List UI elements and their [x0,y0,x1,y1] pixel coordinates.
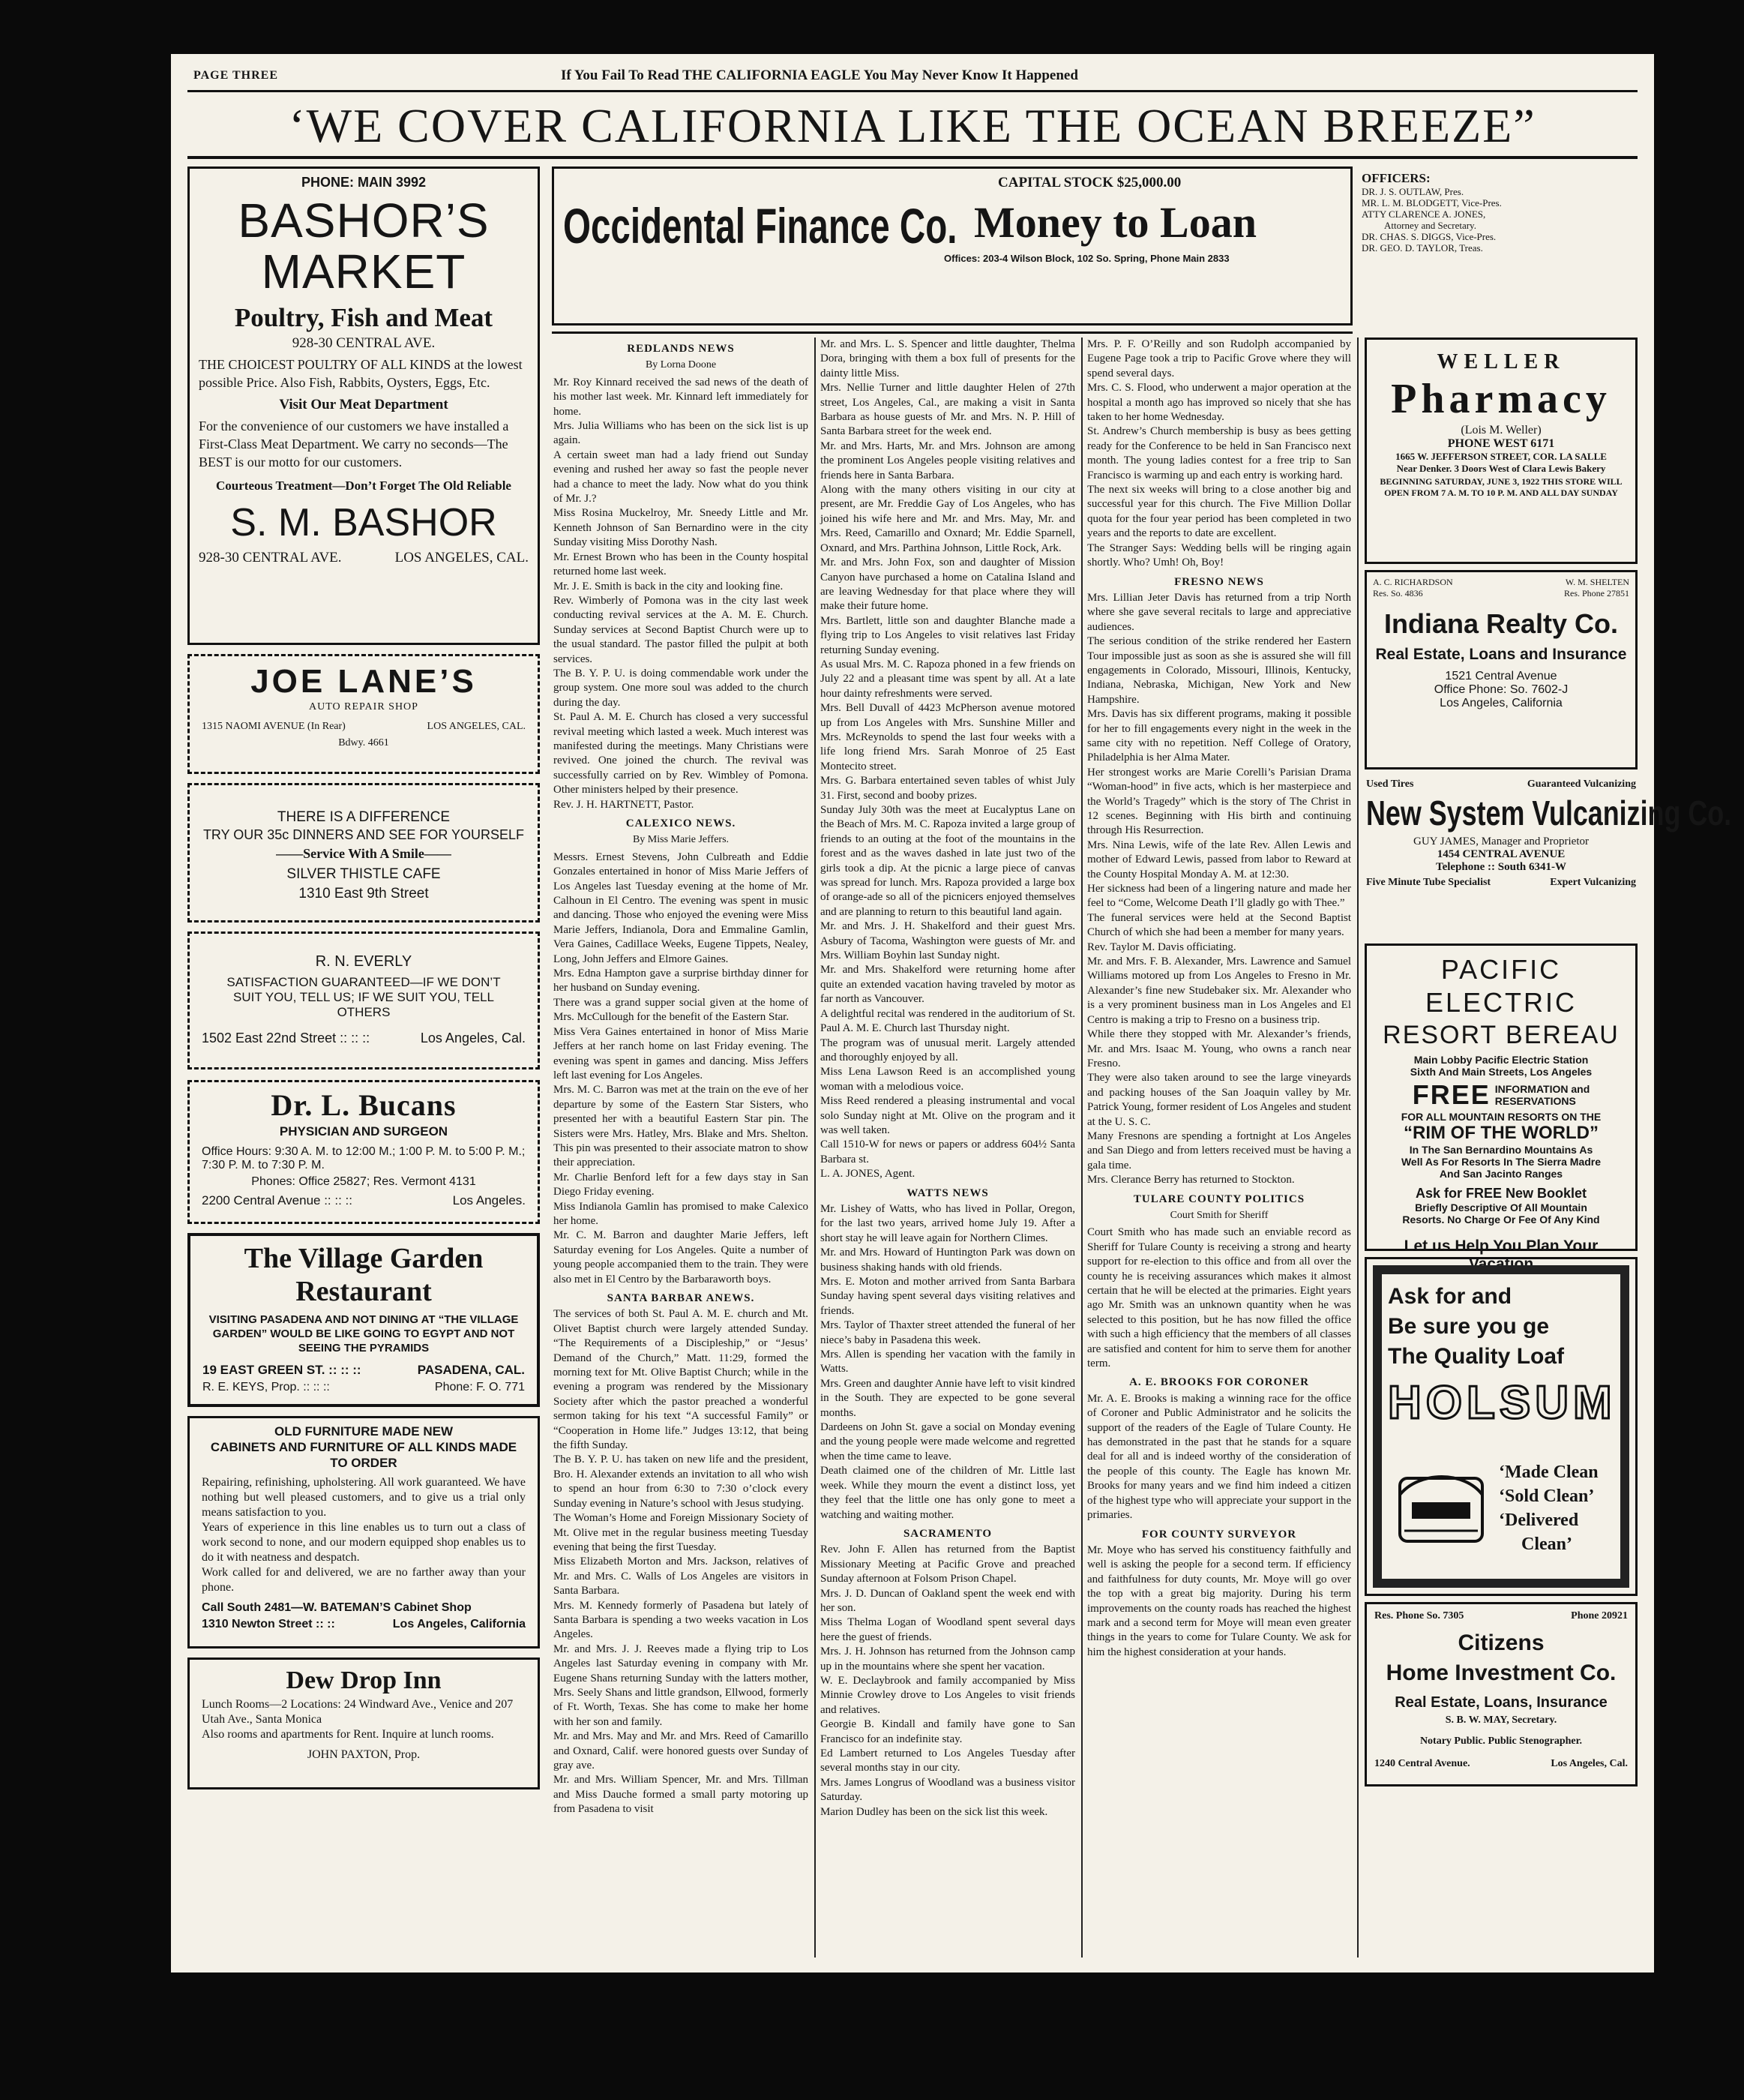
indiana-address: 1521 Central Avenue [1445,670,1557,682]
citizens-secretary: S. B. W. MAY, Secretary. [1445,1714,1557,1726]
occidental-capital: CAPITAL STOCK $25,000.00 [998,175,1182,190]
news-body: Mr. Lishey of Watts, who has lived in Pollar, Oregon, for the last two years, arrived home July 19. After a short stay he will leave again for Northern Climes. Mr. and Mrs. Howard of Huntington Park was down on business shaking hands with old friends. Mrs. E. Moton and mother arrived from Santa Barbara Sunday having spent several days visiting relatives and friends. Mrs. Taylor of Thaxter street attended the funeral of her niece’s baby in Pasadena this week. Mrs. Allen is spending her vacation with the family in Watts. Mrs. Green and daughter Annie have left to visit kindred in the South. They are expected to be gone several months. Dardeens on John St. gave a social on Monday evening and the young people were made welcome and regretted when the time came to leave. Death claimed one of the children of Mr. Little last week. While they mourn the event a distinct loss, yet they feel that the little one has only gone to meet a watching and waiting mother. [820,1202,1075,1521]
pacific-l6: And San Jacinto Ranges [1439,1168,1563,1180]
pacific-ask: Ask for FREE New Booklet [1415,1186,1587,1201]
furniture-body: Repairing, refinishing, upholstering. All work guaranteed. We have nothing but well pleased customers, and to give us a trial only means satisfaction to you. Years of experience in this line enables us to turn out a class of work second to none, and our modern equipped shop enables us to do it with neatness and despatch. Work called for and delivered, we are no farther away than your phone. [202,1476,526,1594]
vulcanizing-ad [1365,776,1732,936]
news-byline: By Lorna Doone [645,359,717,371]
silver-line2: TRY OUR 35c DINNERS AND SEE FOR YOURSELF [202,827,525,842]
news-byline: Court Smith for Sheriff [1170,1209,1269,1221]
pacific-h1: PACIFIC ELECTRIC [1425,954,1578,1018]
everly-line: SATISFACTION GUARANTEED—IF WE DON’T SUIT YOU, TELL US; IF WE SUIT YOU, TELL OTHERS [226,975,501,1019]
holsum-clean2: ‘Sold Clean’ [1499,1486,1595,1506]
indiana-left2: Res. So. 4836 [1373,588,1423,598]
bashor-convenience: For the convenience of our customers we have installed a First-Class Meat Department. We carry no seconds—The BEST is our motto for our customers. [199,418,509,470]
citizens-city: Los Angeles, Cal. [1551,1758,1628,1769]
weller-phone: PHONE WEST 6171 [1447,437,1555,450]
furniture-address: 1310 Newton Street :: :: [202,1618,335,1630]
pacific-info2: RESERVATIONS [1494,1095,1576,1107]
citizens-notary: Notary Public. Public Stenographer. [1419,1736,1583,1747]
everly-ad [187,932,540,1070]
everly-name: R. N. EVERLY [315,953,412,970]
furniture-city: Los Angeles, California [392,1618,526,1630]
holsum-clean4: Clean’ [1521,1534,1572,1554]
news-item [1087,1376,1351,1522]
news-item [820,1186,1075,1522]
vulcan-bottom-left: Five Minute Tube Specialist [1366,877,1491,888]
officers-heading: OFFICERS: [1362,171,1431,185]
vulcan-manager: GUY JAMES, Manager and Proprietor [1413,836,1589,848]
officer-2: MR. L. M. BLODGETT, Vice-Pres. [1362,197,1502,208]
pacific-l4: In The San Bernardino Mountains As [1409,1144,1593,1156]
head-rule [187,90,1638,92]
citizens-line: Real Estate, Loans, Insurance [1395,1694,1608,1711]
vulcan-bottom-right: Expert Vulcanizing [1550,877,1636,888]
indiana-realty-ad [1365,570,1638,770]
furniture-ad [187,1416,540,1648]
indiana-city: Los Angeles, California [1440,697,1563,710]
pacific-info1: INFORMATION and [1494,1083,1590,1095]
bread-loaf-icon [1389,1456,1494,1553]
silver-line5: 1310 East 9th Street [298,886,429,902]
officer-4: DR. CHAS. S. DIGGS, Vice-Pres. [1362,231,1497,242]
news-heading: TULARE COUNTY POLITICS [1133,1192,1305,1205]
pacific-help: Let us Help You Plan Your Vacation [1404,1238,1599,1273]
bucans-city: Los Angeles. [452,1193,526,1208]
vulcan-name: New System Vulcanizing Co. [1366,794,1732,832]
indiana-line: Real Estate, Loans and Insurance [1375,646,1627,663]
dewdrop-line2: Also rooms and apartments for Rent. Inquire at lunch rooms. [202,1728,494,1741]
joelane-name: JOE LANE’S [250,663,477,700]
holsum-l1: Ask for and [1388,1284,1512,1309]
bashor-foot-address: 928-30 CENTRAL AVE. [199,550,342,566]
column-rule [814,338,816,1958]
village-name2: Restaurant [295,1276,432,1307]
bashor-goods: Poultry, Fish and Meat [234,303,493,332]
joelane-city: LOS ANGELES, CAL. [427,721,526,732]
weller-name: WELLER [1437,350,1566,374]
vulcan-address: 1454 CENTRAL AVENUE [1437,848,1566,860]
banner-headline: ‘WE COVER CALIFORNIA LIKE THE OCEAN BREEZE” [289,99,1536,152]
joelane-phone: Bdwy. 4661 [338,737,389,748]
news-item [553,342,808,812]
dewdrop-line1: Lunch Rooms—2 Locations: 24 Windward Ave., Venice and 207 Utah Ave., Santa Monica [202,1698,514,1726]
pacific-l5: Well As For Resorts In The Sierra Madre [1401,1156,1602,1168]
occidental-finance-ad [552,166,1353,326]
everly-address: 1502 East 22nd Street :: :: :: [202,1030,370,1046]
village-garden-ad [187,1233,540,1407]
news-item [553,817,808,1287]
column-rule [1357,338,1359,1958]
news-body: Mr. A. E. Brooks is making a winning race for the office of Coroner and Public Administrator and he solicits the support of the readers of the Eagle of Tulare County. He has demonstrated in the past that he stands for a square deal for all and is indeed worthy of the consideration of the people of this county. The Eagle has known Mr. Brooks for many years and we find him indeed a citizen of the highest type who will appreciate your support in the primaries. [1087,1392,1351,1522]
silver-line1: THERE IS A DIFFERENCE [277,809,451,825]
citizens-address: 1240 Central Avenue. [1374,1758,1470,1769]
joe-lanes-ad [187,654,540,774]
joelane-address: 1315 NAOMI AVENUE (In Rear) [202,721,346,732]
news-column-2 [820,338,1075,1958]
everly-city: Los Angeles, Cal. [420,1030,526,1046]
news-body: Mr. Moye who has served his constituency faithfully and well is asking the people for a second term. If efficiency and faithfulness for duty counts, Mr. Moye will go over the top with a great big majority. During his term improvements on the county roads has reached the highest mark and a second term for Moye will mean even greater things in the years to come for Tulare County. We ask for him the highest consideration at your hands. [1087,1544,1351,1658]
bucans-phones: Phones: Office 25827; Res. Vermont 4131 [251,1175,476,1188]
bucans-title: PHYSICIAN AND SURGEON [279,1124,448,1138]
news-heading: WATTS NEWS [906,1186,989,1199]
officer-5: DR. GEO. D. TAYLOR, Treas. [1362,242,1483,254]
officer-3: ATTY CLARENCE A. JONES, [1362,208,1486,220]
holsum-l3: The Quality Loaf [1388,1344,1565,1369]
bashor-phone: PHONE: MAIN 3992 [301,175,427,190]
occidental-officers [1359,166,1638,326]
indiana-phone: Office Phone: So. 7602-J [1434,683,1569,696]
citizens-name1: Citizens [1458,1630,1545,1655]
occidental-offices: Offices: 203-4 Wilson Block, 102 So. Spring, Phone Main 2833 [944,253,1230,264]
village-name1: The Village Garden [244,1243,484,1274]
holsum-brand: HOLSUM [1388,1377,1617,1429]
vulcan-telephone: Telephone :: South 6341-W [1435,861,1567,873]
holsum-l2: Be sure you ge [1388,1314,1550,1339]
dew-drop-inn-ad [187,1658,540,1790]
bashor-courteous: Courteous Treatment—Don’t Forget The Old Reliable [216,478,511,493]
indiana-left1: A. C. RICHARDSON [1373,577,1453,587]
newspaper-page [171,54,1732,1972]
officer-3-role: Attorney and Secretary. [1384,220,1476,231]
news-body: Mr. and Mrs. L. S. Spencer and little daughter, Thelma Dora, bringing with them a box full of presents for the dainty little Miss. Mrs. Nellie Turner and little daughter Helen of 27th street, Los Angeles, Cal., are making a visit in Santa Barbara as house guests of Mr. and Mrs. N. P. Hill of Santa Barbara street for the week end. Mr. and Mrs. Harts, Mr. and Mrs. Johnson are among the prominent Los Angeles people visiting relatives and friends here in Santa Barbara. Along with the many others visiting in our city at present, are Mr. Freddie Gay of Los Angeles, who has joined his wife here and Mr. and Mrs. May, Mr. and Mrs. Reed, Camarillo and Oxnard; Mr. Eddie Sparnell, Oxnard, and Mrs. Parthina Johnson, Little Rock, Ark. Mr. and Mrs. John Fox, son and daughter of Mission Canyon have purchased a home on Catalina Island and are leaving Wednesday for that place where they will make their future home. Mrs. Bartlett, little son and daughter Blanche made a flying trip to Los Angeles to visit relatives last Friday returning Sunday evening. As usual Mrs. M. C. Rapoza phoned in a few friends on July 22 and a pleasant time was spent by all. At a late hour dainty refreshments were served. Mrs. Bell Duvall of 4423 McPherson avenue motored up from Los Angeles with Mrs. Sunshine Miller and Mrs. McReynolds to spend the last four weeks with a life long friend Mrs. Sarah Monroe of 25 East Montecito street. Mrs. G. Barbara entertained seven tables of whist July 31. First, second and booby prizes. Sunday July 30th was the meet at Eucalyptus Lane on the Beach of Mrs. M. C. Rapoza invited a large group of friends to an outing at the foot of the mountains in the forest and as the waves dashed in late just two of the girls took a dip. At the picnic a large piece of canvas was spread for lunch. Mrs. Rapoza provided a large box of orange-ade so all of the picnicers enjoyed themselves and are planning to return to this beautiful land again. Mr. and Mrs. J. H. Shakelford and their guest Mrs. Asbury of Tacoma, Washington were guests of Mr. and Mrs. William Boyhin last Sunday night. Mr. and Mrs. Shakelford were returning home after quite an extended vacation having traveled by motor as far north as Vancouver. A delightful recital was rendered in the auditorium of St. Paul A. M. E. Church last Thursday night. The program was of unusual merit. Largely attended and thoroughly enjoyed by all. Miss Lena Lawson Reed is an accomplished young woman with a melodious voice. Miss Reed rendered a pleasing instrumental and vocal solo Sunday night at Mt. Olive on the program and it was well taken. Call 1510-W for news or papers or address 604½ Santa Barbara st. L. A. JONES, Agent. [820,338,1075,1180]
pacific-rim: “RIM OF THE WORLD” [1404,1123,1599,1143]
holsum-bread-ad [1365,1257,1638,1596]
bucans-name: Dr. L. Bucans [271,1088,457,1122]
bashor-name: BASHOR’S [238,194,490,248]
village-phone: Phone: F. O. 771 [434,1381,525,1394]
bashor-visit: Visit Our Meat Department [279,397,448,412]
bashor-address-top: 928-30 CENTRAL AVE. [292,335,436,351]
news-body: The services of both St. Paul A. M. E. church and Mt. Olivet Baptist church were largely attended Sunday. “The Requirements of a Discipleship,” or “Jesus’ Demand of the Church,” Matt. 11:29, formed the morning text for Mt. Olive Baptist Church; while in the evening a program was rendered by the Missionary Society after which the pastor preached a wonderful sermon taking for his text “A successful Family” or “Cooperation in Home life.” Judges 13:12, that being the fifth Sunday. The B. Y. P. U. has taken on new life and the president, Bro. H. Alexander extends an invitation to all who wish to spend an hour from 6:30 to 7:30 o’clock every Sunday evening in Nature’s school with Jesus studying. The Woman’s Home and Foreign Missionary Society of Mt. Olive met in the regular business meeting Tuesday evening that being the first Tuesday. Miss Elizabeth Morton and Mrs. Jackson, relatives of Mr. and Mrs. C. Walls of Los Angeles are visitors in Santa Barbara. Mrs. M. Kennedy formerly of Pasadena but lately of Santa Barbara is spending a two weeks vacation in Los Angeles. Mr. and Mrs. J. J. Reeves made a flying trip to Los Angeles last Saturday evening in company with Mr. Eugene Shans returning Sunday with the latters mother, Mrs. Seely Shans and little grandson, Ellwood, formerly of Ft. Worth, Texas. She has come to make her home with her son and family. Mr. and Mrs. May and Mr. and Mrs. Reed of Camarillo and Oxnard, Calif. were honored guests over Sunday of gray ave. Mr. and Mrs. William Spencer, Mr. and Mrs. Tillman and Miss Dauche formed a small party motoring up from Pasadena to visit [553,1308,808,1816]
holsum-clean1: ‘Made Clean [1499,1462,1599,1482]
bashor-market-ad [187,166,540,645]
citizens-phone: Phone 20921 [1571,1610,1628,1622]
occidental-money: Money to Loan [974,198,1257,247]
dr-bucans-ad [187,1080,540,1224]
silver-thistle-cafe-ad [187,783,540,922]
bashor-foot-city: LOS ANGELES, CAL. [394,550,529,566]
vulcan-top-right: Guaranteed Vulcanizing [1527,778,1636,790]
indiana-name: Indiana Realty Co. [1383,608,1619,639]
citizens-res-phone: Res. Phone So. 7305 [1374,1610,1464,1622]
weller-address: 1665 W. JEFFERSON STREET, COR. LA SALLE [1395,451,1607,462]
weller-near: Near Denker. 3 Doors West of Clara Lewis Bakery [1396,463,1606,474]
vulcan-top-left: Used Tires [1366,778,1414,790]
news-body: Mrs. P. F. O’Reilly and son Rudolph accompanied by Eugene Page took a trip to Pacific Grove where they will spend several days. Mrs. C. S. Flood, who underwent a major operation at the hospital a month ago has improved so nicely that she has taken to her home Wednesday. St. Andrew’s Church membership is busy as bees getting ready for the Conference to be held in San Francisco next month. The young ladies contest for a free trip to San Francisco is warming up and each entry is working hard. The next six weeks will bring to a close another big and successful year for this church. The Five Million Dollar quota for the four year period has been completed in two years and the reports to date are excellent. The Stranger Says: Wedding bells will be ringing again shortly. Who? Umh! Oh, Boy! [1087,338,1351,569]
news-heading: FRESNO NEWS [1174,575,1264,588]
news-item [1087,338,1351,571]
weller-open2: OPEN FROM 7 A. M. TO 10 P. M. AND ALL DAY SUNDAY [1384,488,1618,498]
joelane-sub: AUTO REPAIR SHOP [309,701,418,712]
bucans-address: 2200 Central Avenue :: :: :: [202,1193,352,1208]
indiana-right1: W. M. SHELTEN [1565,577,1629,587]
pacific-free: FREE [1412,1079,1491,1110]
weller-open1: BEGINNING SATURDAY, JUNE 3, 1922 THIS STORE WILL [1380,476,1623,487]
news-body: Rev. John F. Allen has returned from the Baptist Missionary Meeting at Pacific Grove and preached Sunday afternoon at Folsom Prison Chapel. Mrs. J. D. Duncan of Oakland spent the week end with her son. Miss Thelma Logan of Woodland spent several days here the guest of friends. Mrs. J. H. Johnson has returned from the Johnson camp up in the mountains where she spent her vacation. W. E. Declaybrook and family accompanied by Miss Minnie Crowley drove to Los Angeles to visit friends and relatives. Georgie B. Kindall and family have gone to San Francisco for an indefinite stay. Ed Lambert returned to Los Angeles Tuesday after several months stay in our city. Mrs. James Longrus of Woodland was a business visitor Saturday. Marion Dudley has been on the sick list this week. [820,1544,1075,1818]
news-body: Mr. Roy Kinnard received the sad news of the death of his mother last week. Mr. Kinnard left immediately for home. Mrs. Julia Williams who has been on the sick list is up again. A certain sweet man had a lady friend out Sunday evening and rushed her away so fast the people never had a chance to meet the lady. Now what do you think of Mr. J.? Miss Rosina Muckelroy, Mr. Sneedy Little and Mr. Kenneth Johnson of San Bernardino were in the city Sunday visiting Miss Dorothy Nash. Mr. Ernest Brown who has been in the County hospital returned home last week. Mr. J. E. Smith is back in the city and looking fine. Rev. Wimberly of Pomona was in the city last week conducting revival services at the A. M. E. Church. Sunday services at Second Baptist Church were up to the usual standard. The pastor filled the pulpit at both services. The B. Y. P. U. is doing commendable work under the group system. One more soul was added to the church during the day. St. Paul A. M. E. Church has closed a very successful revival meeting which lasted a week. Much interest was manifested during the meetings. Many Christians were revived. One joined the church. The revival was successfully carried on by Rev. Wimbley of Pomona. Other ministers helped by their presence. Rev. J. H. HARTNETT, Pastor. [553,376,808,811]
silver-line4: SILVER THISTLE CAFE [286,866,441,882]
holsum-clean3: ‘Delivered [1499,1510,1579,1530]
running-head [193,64,1632,87]
officer-1: DR. J. S. OUTLAW, Pres. [1362,186,1464,197]
banner-rule [187,156,1638,159]
news-heading: A. E. BROOKS FOR CORONER [1129,1376,1309,1389]
news-item [820,338,1075,1182]
silver-line3: ——Service With A Smile—— [276,846,451,861]
news-item [820,1527,1075,1820]
pacific-l2: Sixth And Main Streets, Los Angeles [1410,1066,1593,1078]
news-heading: FOR COUNTY SURVEYOR [1141,1528,1297,1540]
bashor-owner: S. M. BASHOR [230,501,497,544]
news-item [1087,1192,1351,1372]
village-line: VISITING PASADENA AND NOT DINING AT “THE VILLAGE GARDEN” WOULD BE LIKE GOING TO EGYPT AND NOT SEEING THE PYRAMIDS [208,1313,519,1354]
news-column-1 [553,338,808,1958]
page-label: PAGE THREE [193,69,278,82]
furniture-h1: OLD FURNITURE MADE NEW [274,1424,453,1438]
bucans-hours: Office Hours: 9:30 A. M. to 12:00 M.; 1:00 P. M. to 5:00 P. M.; 7:30 P. M. to 7:30 P. M. [202,1145,526,1172]
column-rule [1081,338,1083,1958]
furniture-call: Call South 2481—W. BATEMAN’S Cabinet Shop [202,1601,472,1614]
pacific-l3: FOR ALL MOUNTAIN RESORTS ON THE [1401,1111,1602,1123]
village-city: PASADENA, CAL. [417,1363,525,1377]
tagline: If You Fail To Read THE CALIFORNIA EAGLE You May Never Know It Happened [561,68,1078,83]
weller-pharmacy: Pharmacy [1391,376,1611,422]
village-prop: R. E. KEYS, Prop. :: :: :: [202,1381,330,1394]
pacific-brief1: Briefly Descriptive Of All Mountain [1415,1202,1587,1214]
weller-owner: (Lois M. Weller) [1461,424,1542,436]
news-heading: REDLANDS NEWS [627,343,735,355]
news-body: Mrs. Lillian Jeter Davis has returned from a trip North where she gave several recitals to large and appreciative audiences. The serious condition of the strike rendered her Eastern Tour impossible just as soon as she is assured she will fill engagements in Colorado, Missouri, Illinois, Kentucky, Indiana, Nebraska, Michigan, New York and New Hampshire. Mrs. Davis has six different programs, making it possible for her to fill engagements every night in the week in the same city with no repetition. Neff College of Oratory, Philadelphia is her Alma Mater. Her strongest works are Marie Corelli’s Parisian Drama “Woman-hood” in five acts, which is her masterpiece and the World’s Tragedy” which is the story of The Christ in 12 scenes. Beginning with His birth and continuing through His Resurrection. Mrs. Nina Lewis, wife of the late Rev. Allen Lewis and mother of Edward Lewis, passed from labor to Reward at the County Hospital Monday A. M. at 12:30. Her sickness had been of a lingering nature and made her feel to “Come, Welcome Death I’ll gladly go with Thee.” The funeral services were held at the Second Baptist Church of which she had been a member for many years. Rev. Taylor M. Davis officiating. Mr. and Mrs. F. B. Alexander, Mrs. Lawrence and Samuel Williams motored up from Los Angeles to Fresno in Mr. Alexander’s fine new Studebaker six. Mr. Alexander who is a very prominent business man in Los Angeles and El Centro is making a trip to Fresno on a business trip. While there they stopped with Mr. Alexander’s friends, Mr. and Mrs. Isaac M. Young, who owns a ranch near Fresno. They were also taken around to see the large vineyards and packing houses of the San Joaquin valley by Mr. Patrick Young, former resident of Los Angeles and student at the U. S. C. Many Fresnons are spending a fortnight at Los Angeles and San Diego and from letters received must be having a gala time. Mrs. Clerance Berry has returned to Stockton. [1087,591,1351,1186]
citizens-home-investment-ad [1365,1602,1638,1786]
pacific-l1: Main Lobby Pacific Electric Station [1413,1054,1589,1066]
furniture-h2: CABINETS AND FURNITURE OF ALL KINDS MADE TO ORDER [210,1440,517,1470]
news-column-3 [1087,338,1351,1958]
bashor-market-word: MARKET [261,244,466,298]
news-item [1087,1528,1351,1660]
news-heading: SANTA BARBAR ANEWS. [607,1292,755,1304]
news-body: Court Smith who has made such an enviable record as Sheriff for Tulare County is receiving a strong and hearty support for re-election to this office and from all over the county he is receiving assurances which makes it almost certain that he will be elected at the primaries. Eight years ago Mr. Smith was an unknown quantity when he was selected to this position, but he has now filled the office with such a high efficiency that the members of all classes are satisfied and content for him to serve them for another term. [1087,1226,1351,1370]
citizens-name2: Home Investment Co. [1386,1660,1617,1685]
finance-rule [552,332,1353,334]
pacific-brief2: Resorts. No Charge Or Fee Of Any Kind [1402,1214,1600,1226]
news-item [1087,575,1351,1188]
weller-pharmacy-ad [1365,338,1638,564]
village-address: 19 EAST GREEN ST. :: :: :: [202,1363,361,1377]
dewdrop-prop: JOHN PAXTON, Prop. [307,1748,421,1761]
dewdrop-name: Dew Drop Inn [286,1666,442,1694]
news-heading: SACRAMENTO [903,1527,993,1540]
news-byline: By Miss Marie Jeffers. [632,834,730,846]
bashor-choicest: THE CHOICEST POULTRY OF ALL KINDS at the lowest possible Price. Also Fish, Rabbits, Oysters, Eggs, Etc. [199,357,523,390]
news-heading: CALEXICO NEWS. [625,818,736,830]
pacific-electric-ad [1365,944,1638,1273]
news-body: Messrs. Ernest Stevens, John Culbreath and Eddie Gonzales entertained in honor of Miss Marie Jeffers of Los Angeles last Tuesday evening at the home of Mr. Calhoun in El Centro. The evening was spent in music and dancing. Those who enjoyed the evening were Miss Marie Jeffers, Indianola, Dora and Emmaline Gamlin, Vera Gaines, Cadillace Weeks, Eugene Tippets, Nealey, Long, John Jeffers and Elmore Gaines. Mrs. Edna Hampton gave a surprise birthday dinner for her husband on Sunday evening. There was a grand supper social given at the home of Mrs. McCullough for the benefit of the Eastern Star. Miss Vera Gaines entertained in honor of Miss Marie Jeffers at her ranch home on last Friday evening. The evening was spent in games and dancing. Miss Jeffers left last evening for Los Angeles. Mrs. M. C. Barron was met at the train on the eve of her departure by some of the Eastern Star Sisters, who presented her with a beautiful Eastern Star pin. The Sisters were Mrs. Hatley, Mrs. Blake and Mrs. Shelton. This pin was presented to their associate matron to show their appreciation. Mr. Charlie Benford left for a few days stay in San Diego Friday evening. Miss Indianola Gamlin has promised to make Calexico her home. Mr. C. M. Barron and daughter Marie Jeffers, left Saturday evening for Los Angeles. Quite a number of young people accompanied them to the train. They were also met in El Centro by the Barbaraworth boys. [553,850,808,1286]
occidental-name: Occidental Finance Co. [563,198,957,254]
pacific-h2: RESORT BEREAU [1383,1021,1620,1049]
news-item [553,1292,808,1817]
indiana-right2: Res. Phone 27851 [1564,588,1629,598]
